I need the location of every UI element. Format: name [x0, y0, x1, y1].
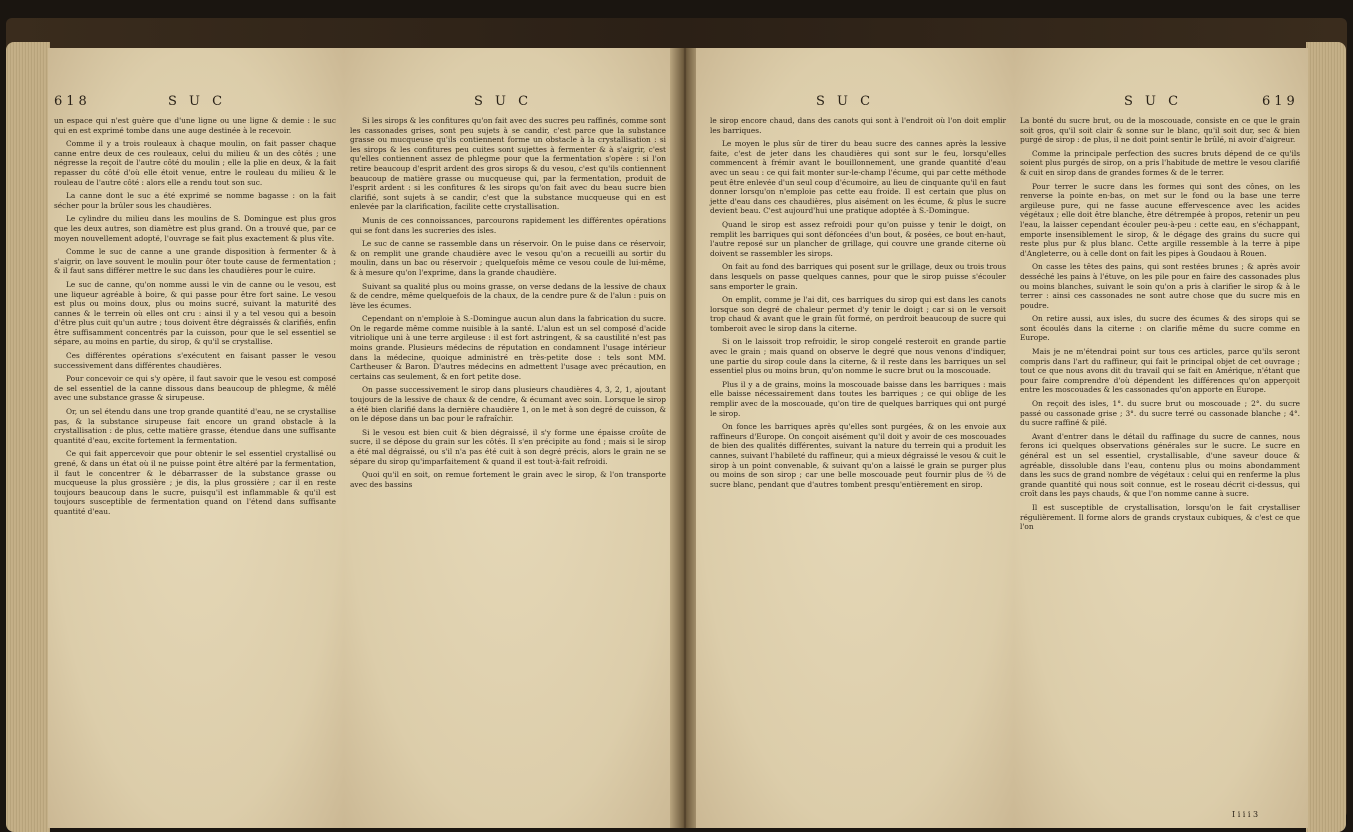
- paragraph: Ce qui fait appercevoir que pour obtenir le sel essentiel crystallisé ou grené, & dans un état où il ne puisse point être altéré par la fermentation, il faut le concentrer & le débarrasser de la substance grasse ou mucqueuse la plus grossière ; je dis, la plus grossière ; car il en reste toujours beaucoup dans le sucre, puisqu'il est inflammable & qu'il est toujours susceptible de fermentation quand on l'étend dans suffisante quantité d'eau.: [54, 449, 336, 516]
- paragraph: Munis de ces connoissances, parcourons rapidement les différentes opérations qui se font dans les sucreries des isles.: [350, 215, 666, 235]
- paragraph: Si les sirops & les confitures qu'on fait avec des sucres peu raffinés, comme sont les cassonades grises, sont peu sujets à se candir, c'est parce que la substance grasse ou mucqueuse qu'ils contiennent forme un obstacle à la crystallisation : si les sirops & les confitures peu cuites sont sujettes à fermenter & à s'aigrir, c'est qu'elles contiennent assez de phlegme pour que la fermentation s'opère : si l'on retire beaucoup d'esprit ardent des gros sirops & du vesou, c'est qu'ils contiennent beaucoup de matière grasse ou mucqueuse qui, par la fermentation, produit de l'esprit ardent : si les confitures & les sirops qu'on fait avec du beau sucre bien clarifié, sont sujets à se candir, c'est que la substance mucqueuse qui en est enlevée par la clarification, facilite cette crystallisation.: [350, 116, 666, 212]
- paragraph: Or, un sel étendu dans une trop grande quantité d'eau, ne se crystallise pas, & la substance sirupeuse fait encore un grand obstacle à la crystallisation : de plus, cette matière grasse, étendue dans une suffisante quantité d'eau, excite fortement la fermentation.: [54, 407, 336, 445]
- paragraph: Le suc de canne, qu'on nomme aussi le vin de canne ou le vesou, est une liqueur agréable à boire, & qui passe pour être fort saine. Le vesou est plus ou moins doux, plus ou moins sucré, suivant la maturité des cannes & le terrein où elles ont cru : ainsi il y a tel vesou qui a besoin d'être plus cuit qu'un autre ; tous doivent être dégraissés & clarifiés, enfin être suffisamment concentrés par la cuisson, pour que le sel essentiel se sépare, au moins en partie, du sirop, & qu'il se crystallise.: [54, 279, 336, 347]
- paragraph: On fait au fond des barriques qui posent sur le grillage, deux ou trois trous dans lesquels on passe quelques cannes, pour que le sirop puisse s'écouler sans emporter le grain.: [710, 262, 1006, 291]
- paragraph: Suivant sa qualité plus ou moins grasse, on verse dedans de la lessive de chaux & de cendre, même quelquefois de la chaux, de la cendre pure & de l'alun : puis on lève les écumes.: [350, 281, 666, 310]
- paragraph: La canne dont le suc a été exprimé se nomme bagasse : on la fait sécher pour la brûler sous les chaudières.: [54, 191, 336, 210]
- paragraph: Pour terrer le sucre dans les formes qui sont des cônes, on les renverse la pointe en-bas, on met sur le fond ou la base une terre argileuse pure, qui ne fasse aucune effervescence avec les acides végétaux ; elle doit être blanche, être détrempée à propos, retenir un peu l'eau, la laisser cependant écouler peu-à-peu : cette eau, en s'échappant, emporte insensiblement le sirop, & le dégage des grains du sucre qui reste plus pur & plus blanc. Cette argille ressemble à la terre à pipe d'Angleterre, ou à celle dont on fait les pipes à Goudaou à Rouen.: [1020, 181, 1300, 258]
- paragraph: Cependant on n'emploie à S.-Domingue aucun alun dans la fabrication du sucre. On le regarde même comme nuisible à la santé. L'alun est un sel composé d'acide vitriolique uni à une terre argileuse : il est fort astringent, & sa caustilité n'est pas moins grande. Plusieurs médecins de réputation en condamnent l'usage intérieur dans la médecine, quoique administré en très-petite dose : tels sont MM. Cartheuser & Baron. D'autres médecins en admettent l'usage avec précaution, en certains cas seulement, & en fort petite dose.: [350, 314, 666, 381]
- right-page-number: 619: [1262, 94, 1299, 109]
- paragraph: Le suc de canne se rassemble dans un réservoir. On le puise dans ce réservoir, & on remplit une grande chaudière avec le vesou qu'on a recueilli au sortir du moulin, dans un bac ou réservoir ; quelquefois même ce vesou coule de lui-même, & à mesure qu'on l'exprime, dans la grande chaudière.: [350, 239, 666, 277]
- paragraph: On passe successivement le sirop dans plusieurs chaudières 4, 3, 2, 1, ajoutant toujours de la lessive de chaux & de cendre, & écumant avec soin. Lorsque le sirop a été bien clarifié dans la dernière chaudière 1, on le met à son degré de cuisson, & on le dépose dans un bac pour le rafraîchir.: [350, 385, 666, 424]
- right-page-edges: [1306, 42, 1346, 832]
- right-page-column-1: [696, 48, 1014, 828]
- paragraph: Si on le laissoit trop refroidir, le sirop congelé resteroit en grande partie avec le grain ; mais quand on observe le degré que nous venons d'indiquer, une partie du sirop coule dans la citerne, & il reste dans les barriques un sel essentiel plus ou moins brun, qu'on nomme le sucre brut ou la moscouade.: [710, 337, 1006, 376]
- paragraph: Comme la principale perfection des sucres bruts dépend de ce qu'ils soient plus purgés de sirop, on a pris l'habitude de mettre le vesou clarifié & cuit en sirop dans de grandes formes & de le terrer.: [1020, 148, 1300, 177]
- paragraph: Il est susceptible de crystallisation, lorsqu'on le fait crystalliser régulièrement. Il forme alors de grands crystaux cubiques, & c'est ce que l'on: [1020, 502, 1300, 532]
- paragraph: le sirop encore chaud, dans des canots qui sont à l'endroit où l'on doit emplir les barriques.: [710, 116, 1006, 135]
- left-page-column-2: [344, 48, 674, 828]
- right-page-column-2: [1014, 48, 1308, 828]
- column-3-text: [710, 116, 1006, 493]
- column-1-text: [54, 116, 336, 521]
- left-col1-title: S U C: [168, 94, 227, 109]
- left-page-edges: [6, 42, 50, 832]
- paragraph: Si le vesou est bien cuit & bien dégraissé, il s'y forme une épaisse croûte de sucre, il se dépose du grain sur les côtés. Il s'en précipite au fond ; mais si le sirop a été mal dégraissé, ou s'il n'a pas été cuit à son degré précis, alors le grain ne se sépare du sirop qu'imparfaitement & quand il est tout-à-fait refroidi.: [350, 427, 666, 466]
- paragraph: Plus il y a de grains, moins la moscouade baisse dans les barriques : mais elle baisse nécessairement dans toutes les barriques ; ce qui oblige de les remplir avec de la moscouade, qu'on tire de quelques barriques qui ont purgé le sirop.: [710, 379, 1006, 418]
- paragraph: La bonté du sucre brut, ou de la moscouade, consiste en ce que le grain soit gros, qu'il soit clair & sonne sur le blanc, qu'il soit dur, sec & bien purgé de sirop : de plus, il ne doit point sentir le brûlé, ni avoir d'aigreur.: [1020, 116, 1300, 145]
- paragraph: On casse les têtes des pains, qui sont restées brunes ; & après avoir desséché les pains à l'étuve, on les pile pour en faire des cassonades plus ou moins blanches, suivant le soin qu'on a pris à clarifier le sirop & à le terrer : ainsi ces cassonades ne sont autre chose que du sucre mis en poudre.: [1020, 262, 1300, 310]
- column-4-text: [1020, 116, 1300, 536]
- paragraph: On reçoit des isles, 1°. du sucre brut ou moscouade ; 2°. du sucre passé ou cassonade grise ; 3°. du sucre terré ou cassonade blanche ; 4°. du sucre raffiné & pilé.: [1020, 399, 1300, 428]
- paragraph: Comme le suc de canne a une grande disposition à fermenter & à s'aigrir, on lave souvent le moulin pour ôter toute cause de fermentation ; & il faut sans différer mettre le suc dans les chaudières pour le cuire.: [54, 247, 336, 276]
- paragraph: Le cylindre du milieu dans les moulins de S. Domingue est plus gros que les deux autres, son diamètre est plus grand. On a trouvé que, par ce moyen nouvellement adopté, l'ouvrage se fait plus exactement & plus vîte.: [54, 214, 336, 243]
- right-col2-title: S U C: [1124, 94, 1183, 109]
- paragraph: Quand le sirop est assez refroidi pour qu'on puisse y tenir le doigt, on remplit les barriques qui sont défoncées d'un bout, & posées, ce bout en-haut, l'autre reposé sur un plancher de grillage, qui couvre une grande citerne où doivent se rassembler les sirops.: [710, 219, 1006, 258]
- paragraph: Pour concevoir ce qui s'y opère, il faut savoir que le vesou est composé de sel essentiel de la canne dissous dans beaucoup de phlegme, & mêlé avec une substance grasse & sirupeuse.: [54, 374, 336, 403]
- book: [6, 18, 1347, 818]
- left-col2-title: S U C: [474, 94, 533, 109]
- paragraph: Le moyen le plus sûr de tirer du beau sucre des cannes après la lessive faite, c'est de jeter dans les chaudières qui sont sur le feu, lorsqu'elles commencent à frémir avant le bouillonnement, une grande quantité d'eau avec un seau : ce qui fait monter sur-le-champ l'écume, qui par cette méthode peut être enlevée d'un seul coup d'écumoire, au lieu de cinquante qu'il en faut donner lorsqu'on n'emploie pas cette eau froide. Il est certain que plus on jette d'eau dans ces chaudières, plus aisément on les écume, & plus le sucre devient beau. C'est aujourd'hui une pratique adoptée à S.-Domingue.: [710, 139, 1006, 216]
- paragraph: Quoi qu'il en soit, on remue fortement le grain avec le sirop, & l'on transporte avec des bassins: [350, 470, 666, 489]
- column-2-text: [350, 116, 666, 493]
- paragraph: Avant d'entrer dans le détail du raffinage du sucre de cannes, nous ferons ici quelques observations générales sur le sucre. Le sucre en général est un sel essentiel, crystallisable, d'une saveur douce & agréable, dissoluble dans l'eau, contenu plus ou moins abondamment dans les sucs de grand nombre de végétaux : celui qui en renferme la plus grande quantité qui nous soit connue, est le roseau décrit ci-dessus, qui croît dans les pays chauds, & que l'on nomme canne à sucre.: [1020, 431, 1300, 499]
- paragraph: On emplit, comme je l'ai dit, ces barriques du sirop qui est dans les canots lorsque son degré de chaleur permet d'y tenir le doigt ; car si on le versoit trop chaud & avant que le grain fût formé, on perdroit beaucoup de sucre qui tomberoit avec le sirop dans la citerne.: [710, 295, 1006, 333]
- left-page-number: 618: [54, 94, 91, 109]
- signature-mark: I i i i 3: [1232, 810, 1259, 819]
- paragraph: Ces différentes opérations s'exécutent en faisant passer le vesou successivement dans différentes chaudières.: [54, 351, 336, 370]
- paragraph: On retire aussi, aux isles, du sucre des écumes & des sirops qui se sont écoulés dans la citerne : on clarifie même du sucre comme en Europe.: [1020, 314, 1300, 343]
- paragraph: un espace qui n'est guère que d'une ligne ou une ligne & demie : le suc qui en est exprimé tombe dans une auge destinée à le recevoir.: [54, 116, 336, 135]
- right-col1-title: S U C: [816, 94, 875, 109]
- paragraph: On fonce les barriques après qu'elles sont purgées, & on les envoie aux raffineurs d'Europe. On conçoit aisément qu'il doit y avoir de ces moscouades de bien des qualités différentes, suivant la nature du terrein qui a produit les cannes, suivant l'habileté du raffineur, qui a mieux dégraissé le vesou & cuit le sirop à un point convenable, & suivant qu'on a laissé le grain se purger plus ou moins de son sirop ; car une belle moscouade peut fournir plus de ⅔ de sucre blanc, pendant que d'autres tombent presqu'entièrement en sirop.: [710, 422, 1006, 489]
- left-page-column-1: [48, 48, 344, 828]
- paragraph: Comme il y a trois rouleaux à chaque moulin, on fait passer chaque canne entre deux de ces rouleaux, celui du milieu & un des côtés ; une négresse la reçoit de l'autre côté du moulin ; elle la plie en deux, & la fait repasser du côté d'où elle étoit venue, entre le rouleau du milieu & le rouleau de l'autre côté : alors elle a rendu tout son suc.: [54, 139, 336, 187]
- paragraph: Mais je ne m'étendrai point sur tous ces articles, parce qu'ils seront compris dans l'art du raffineur, qui fait le principal objet de cet ouvrage ; tout ce que nous avons dit du travail qui se fait en Amérique, n'étant que pour faire comprendre d'où dépendent les différences qu'on apperçoit entre les moscouades & les cassonades qu'on apporte en Europe.: [1020, 347, 1300, 395]
